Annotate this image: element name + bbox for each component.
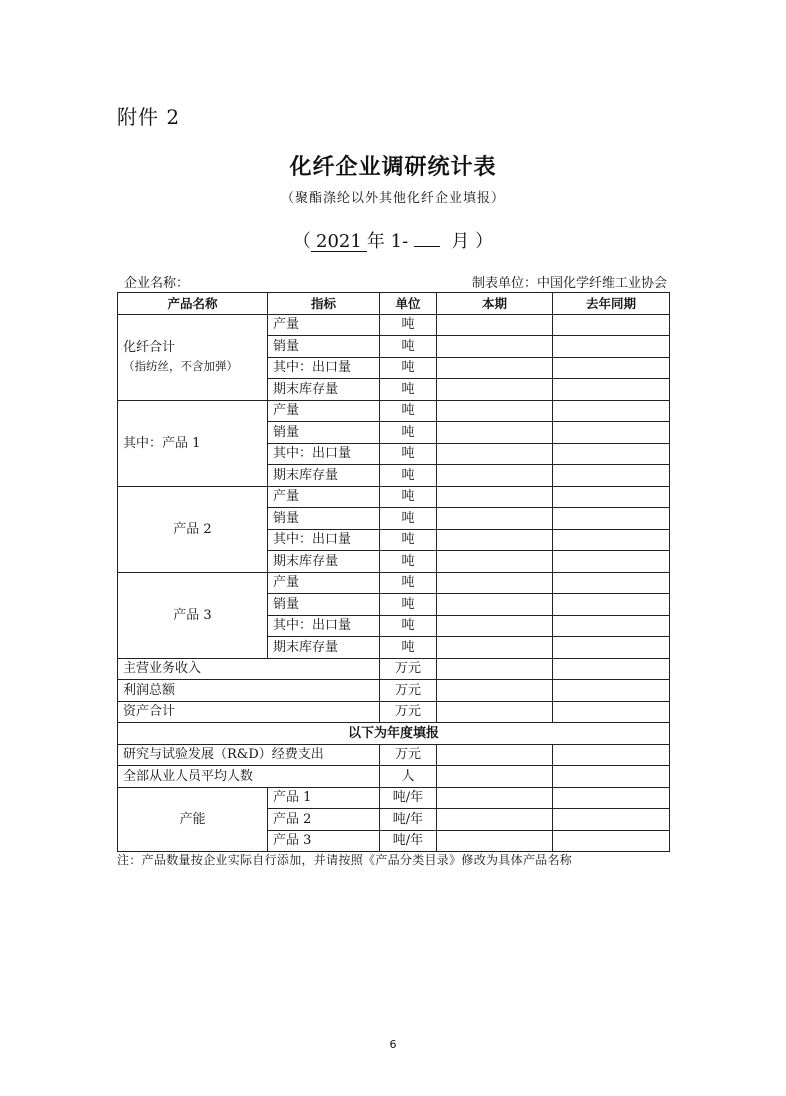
indicator-cell: 产量 — [268, 314, 380, 336]
product-group-name — [118, 572, 268, 658]
current-value-cell[interactable] — [437, 572, 553, 594]
table-header-row — [118, 293, 670, 315]
unit-cell: 吨 — [380, 637, 437, 659]
unit-cell: 吨 — [380, 336, 437, 358]
last-year-value-cell[interactable] — [553, 572, 670, 594]
current-value-cell[interactable] — [437, 465, 553, 487]
table-row — [118, 766, 670, 788]
product-group-label: 产品 3 — [173, 607, 212, 623]
unit-cell: 吨 — [380, 314, 437, 336]
last-year-value-cell[interactable] — [553, 529, 670, 551]
unit-cell: 吨 — [380, 400, 437, 422]
product-group-label: 化纤合计 — [123, 340, 176, 355]
unit-cell: 万元 — [380, 680, 437, 702]
current-value-cell[interactable] — [437, 744, 553, 766]
indicator-cell: 其中：出口量 — [268, 529, 380, 551]
table-row — [118, 658, 670, 680]
indicator-cell: 期末库存量 — [268, 465, 380, 487]
indicator-cell: 销量 — [268, 594, 380, 616]
header-product: 产品名称 — [118, 293, 268, 315]
indicator-cell: 销量 — [268, 508, 380, 530]
unit-cell: 吨 — [380, 486, 437, 508]
current-value-cell[interactable] — [437, 658, 553, 680]
indicator-cell: 其中：出口量 — [268, 357, 380, 379]
current-value-cell[interactable] — [437, 809, 553, 831]
table-row — [118, 572, 670, 594]
last-year-value-cell[interactable] — [553, 400, 670, 422]
unit-cell: 吨 — [380, 465, 437, 487]
table-row — [118, 486, 670, 508]
last-year-value-cell[interactable] — [553, 637, 670, 659]
last-year-value-cell[interactable] — [553, 744, 670, 766]
last-year-value-cell[interactable] — [553, 680, 670, 702]
capacity-product: 产品 3 — [268, 830, 380, 852]
indicator-cell: 期末库存量 — [268, 551, 380, 573]
annual-item-name: 全部从业人员平均人数 — [118, 766, 380, 788]
product-group-name — [118, 314, 268, 400]
last-year-value-cell[interactable] — [553, 551, 670, 573]
product-group-name — [118, 486, 268, 572]
current-value-cell[interactable] — [437, 443, 553, 465]
current-value-cell[interactable] — [437, 314, 553, 336]
last-year-value-cell[interactable] — [553, 809, 670, 831]
finance-item-name: 主营业务收入 — [118, 658, 380, 680]
header-indicator: 指标 — [268, 293, 380, 315]
period-month-suffix: 月 ） — [451, 231, 494, 252]
unit-cell: 吨 — [380, 594, 437, 616]
unit-cell: 吨/年 — [380, 830, 437, 852]
table-row — [118, 787, 670, 809]
table-row — [118, 701, 670, 723]
current-value-cell[interactable] — [437, 508, 553, 530]
last-year-value-cell[interactable] — [553, 594, 670, 616]
last-year-value-cell[interactable] — [553, 615, 670, 637]
unit-cell: 吨 — [380, 443, 437, 465]
last-year-value-cell[interactable] — [553, 465, 670, 487]
unit-cell: 吨 — [380, 422, 437, 444]
form-title: 化纤企业调研统计表 — [289, 155, 497, 180]
period-year: 2021 — [311, 233, 367, 252]
header-unit: 单位 — [380, 293, 437, 315]
current-value-cell[interactable] — [437, 701, 553, 723]
product-group-label: 产品 2 — [173, 521, 212, 537]
current-value-cell[interactable] — [437, 357, 553, 379]
current-value-cell[interactable] — [437, 766, 553, 788]
last-year-value-cell[interactable] — [553, 508, 670, 530]
table-row — [118, 744, 670, 766]
last-year-value-cell[interactable] — [553, 830, 670, 852]
page-number: 6 — [389, 1038, 397, 1051]
last-year-value-cell[interactable] — [553, 314, 670, 336]
unit-cell: 吨 — [380, 572, 437, 594]
last-year-value-cell[interactable] — [553, 766, 670, 788]
period-open: （ — [292, 231, 311, 252]
current-value-cell[interactable] — [437, 680, 553, 702]
annual-section-header: 以下为年度填报 — [118, 723, 670, 745]
unit-cell: 吨 — [380, 508, 437, 530]
unit-cell: 吨/年 — [380, 809, 437, 831]
current-value-cell[interactable] — [437, 637, 553, 659]
unit-cell: 吨 — [380, 551, 437, 573]
table-row — [118, 400, 670, 422]
indicator-cell: 其中：出口量 — [268, 615, 380, 637]
current-value-cell[interactable] — [437, 379, 553, 401]
period-month-blank[interactable] — [414, 246, 440, 247]
annual-item-name: 研究与试验发展（R&D）经费支出 — [118, 744, 380, 766]
unit-cell: 万元 — [380, 658, 437, 680]
capacity-product: 产品 1 — [268, 787, 380, 809]
last-year-value-cell[interactable] — [553, 443, 670, 465]
indicator-cell: 销量 — [268, 336, 380, 358]
finance-item-name: 利润总额 — [118, 680, 380, 702]
capacity-label: 产能 — [118, 787, 268, 852]
last-year-value-cell[interactable] — [553, 787, 670, 809]
attachment-label: 附件 2 — [117, 105, 181, 129]
indicator-cell: 产量 — [268, 486, 380, 508]
header-current: 本期 — [437, 293, 553, 315]
current-value-cell[interactable] — [437, 529, 553, 551]
current-value-cell[interactable] — [437, 551, 553, 573]
current-value-cell[interactable] — [437, 422, 553, 444]
footnote: 注：产品数量按企业实际自行添加，并请按照《产品分类目录》修改为具体产品名称 — [117, 853, 573, 867]
current-value-cell[interactable] — [437, 615, 553, 637]
unit-cell: 吨/年 — [380, 787, 437, 809]
table-row — [118, 314, 670, 336]
product-group-label: 其中：产品 1 — [123, 435, 201, 451]
unit-cell: 万元 — [380, 744, 437, 766]
form-subtitle: （聚酯涤纶以外其他化纤企业填报） — [280, 191, 505, 206]
unit-cell: 吨 — [380, 615, 437, 637]
indicator-cell: 期末库存量 — [268, 379, 380, 401]
product-group-name — [118, 400, 268, 486]
table-row — [118, 680, 670, 702]
reporting-period — [0, 227, 786, 253]
header-last-year: 去年同期 — [553, 293, 670, 315]
form-maker: 制表单位：中国化学纤维工业协会 — [471, 276, 667, 291]
last-year-value-cell[interactable] — [553, 701, 670, 723]
indicator-cell: 销量 — [268, 422, 380, 444]
indicator-cell: 其中：出口量 — [268, 443, 380, 465]
unit-cell: 吨 — [380, 379, 437, 401]
last-year-value-cell[interactable] — [553, 486, 670, 508]
current-value-cell[interactable] — [437, 594, 553, 616]
unit-cell: 人 — [380, 766, 437, 788]
current-value-cell[interactable] — [437, 486, 553, 508]
last-year-value-cell[interactable] — [553, 422, 670, 444]
company-name-label: 企业名称： — [124, 276, 190, 291]
indicator-cell: 产量 — [268, 400, 380, 422]
unit-cell: 吨 — [380, 357, 437, 379]
unit-cell: 吨 — [380, 529, 437, 551]
last-year-value-cell[interactable] — [553, 336, 670, 358]
current-value-cell[interactable] — [437, 787, 553, 809]
current-value-cell[interactable] — [437, 400, 553, 422]
last-year-value-cell[interactable] — [553, 379, 670, 401]
indicator-cell: 产量 — [268, 572, 380, 594]
capacity-product: 产品 2 — [268, 809, 380, 831]
table-row — [118, 723, 670, 745]
product-group-note: （指纺丝，不含加弹） — [123, 359, 238, 373]
last-year-value-cell[interactable] — [553, 357, 670, 379]
last-year-value-cell[interactable] — [553, 658, 670, 680]
finance-item-name: 资产合计 — [118, 701, 380, 723]
current-value-cell[interactable] — [437, 336, 553, 358]
current-value-cell[interactable] — [437, 830, 553, 852]
indicator-cell: 期末库存量 — [268, 637, 380, 659]
unit-cell: 万元 — [380, 701, 437, 723]
statistics-table — [117, 292, 670, 852]
period-year-suffix: 年 1- — [366, 231, 409, 252]
